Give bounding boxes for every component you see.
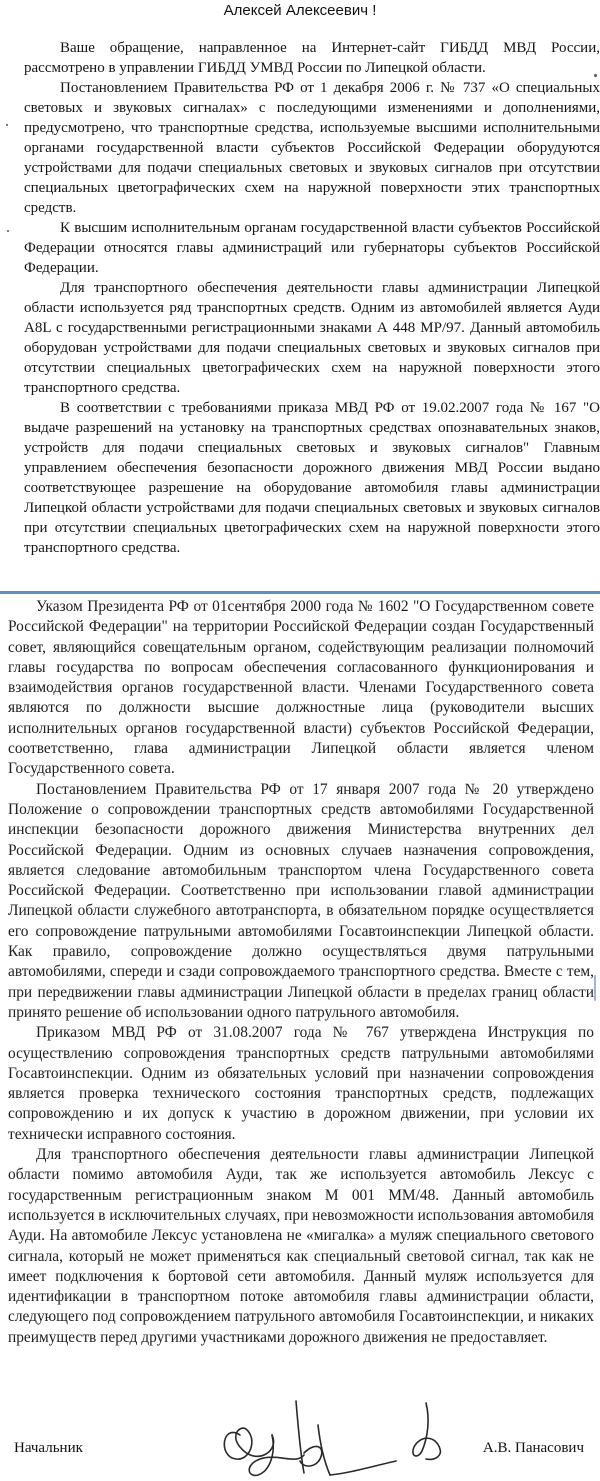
letter-body-part1 xyxy=(24,38,600,558)
paragraph: Для транспортного обеспечения деятельности главы администрации Липецкой области используется ряд транспортных средств. Одним из автомобилей является Ауди A8L с государственными регистрационными знаками А 448 МР/97. Данный автомобиль оборудован устройствами для подачи специальных световых и звуковых сигналов при отсутствии специальных цветографических схем на наружной поверхности этого транспортного средства. xyxy=(24,280,600,396)
paragraph: Постановлением Правительства РФ от 17 января 2007 года № 20 утверждено Положение о сопровождении транспортных средств автомобилями Государственной инспекции безопасности дорожного движения Министерства внутренних дел Российской Федерации. Одним из основных случаев назначения сопровождения, является следование автомобильным транспортом члена Государственного совета Российской Федерации. Соответственно при использовании главой администрации Липецкой области служебного автотранспорта, в обязательном порядке осуществляется его сопровождение патрульными автомобилями Госавтоинспекции Липецкой области. Как правило, сопровождение должно осуществляться двумя патрульными автомобилями, спереди и сзади сопровождаемого транспортного средства. Вместе с тем, при передвижении главы администрации Липецкой области в пределах границ области принято решение об использовании одного патрульного автомобиля. xyxy=(8,780,594,1021)
paragraph: Для транспортного обеспечения деятельности главы администрации Липецкой области помимо автомобиля Ауди, так же используется автомобиль Лексус с государственным регистрационным знаком М 001 ММ/48. Данный автомобиль используется в исключительных случаях, при невозможности использования автомобиля Ауди. На автомобиле Лексус установлена не «мигалка» а муляж специального светового сигнала, который не может применяться как специальный световой сигнал, так как не имеет подключения к бортовой сети автомобиля. Данный муляж используется для идентификации в транспортном потоке автомобиля главы администрации области, следующего под сопровождением патрульного автомобиля Госавтоинспекции, и никаких преимуществ перед другими участниками дорожного движения не предоставляет. xyxy=(8,1146,594,1346)
salutation: Алексей Алексеевич ! xyxy=(223,2,377,19)
paragraph: Ваше обращение, направленное на Интернет-сайт ГИБДД МВД России, рассмотрено в управлении ГИБДД УМВД России по Липецкой области. xyxy=(24,40,600,76)
paragraph: К высшим исполнительным органам государственной власти субъектов Российской Федерации относятся главы администраций или губернаторы субъектов Российской Федерации. xyxy=(24,220,600,276)
handwritten-signature xyxy=(200,1395,470,1481)
page-divider xyxy=(0,591,600,594)
signatory-name: А.В. Панасович xyxy=(482,1440,584,1456)
scan-speck xyxy=(6,124,8,126)
signatory-position: Начальник xyxy=(14,1440,83,1456)
paragraph: Постановлением Правительства РФ от 1 декабря 2006 г. № 737 «О специальных световых и звуковых сигналах» с последующими изменениями и дополнениями, предусмотрено, что транспортные средства, используемые высшими исполнительными органами государственной власти субъектов Российской Федерации оборудуются устройствами для подачи специальных световых и звуковых сигналов при отсутствии специальных цветографических схем на наружной поверхности этих транспортных средств. xyxy=(24,80,600,216)
signature-block xyxy=(0,1395,600,1481)
scan-speck xyxy=(7,230,9,232)
paragraph: Приказом МВД РФ от 31.08.2007 года № 767 утверждена Инструкция по осуществлению сопровождения транспортных средств патрульными автомобилями Госавтоинспекции. Одним из обязательных условий при назначении сопровождения является проверка технического состояния транспортных средств, подлежащих сопровождению и их допуск к участию в дорожном движении, при условии их технически исправного состояния. xyxy=(8,1024,594,1143)
scan-speck xyxy=(594,74,597,77)
paragraph: В соответствии с требованиями приказа МВД РФ от 19.02.2007 года № 167 "О выдаче разрешений на установку на транспортных средствах опознавательных знаков, устройств для подачи специальных световых и звуковых сигналов" Главным управлением обеспечения безопасности дорожного движения МВД России выдано соответствующее разрешение на оборудование автомобиля главы администрации Липецкой области устройствами для подачи специальных световых и звуковых сигналов при отсутствии специальных цветографических схем на наружной поверхности этого транспортного средства. xyxy=(24,400,600,556)
letter-body-part2 xyxy=(8,597,594,1348)
paragraph: Указом Президента РФ от 01сентября 2000 года № 1602 "О Государственном совете Российской Федерации" на территории Российской Федерации создан Государственный совет, являющийся совещательным органом, содействующим реализации полномочий главы государства по вопросам обеспечения согласованного функционирования и взаимодействия органов государственной власти. Членами Государственного совета являются по должности высшие должностные лица (руководители высших исполнительных органов государственной власти) субъектов Российской Федерации, соответственно, глава администрации Липецкой области является членом Государственного совета. xyxy=(8,598,594,778)
scan-speck xyxy=(594,975,596,1001)
